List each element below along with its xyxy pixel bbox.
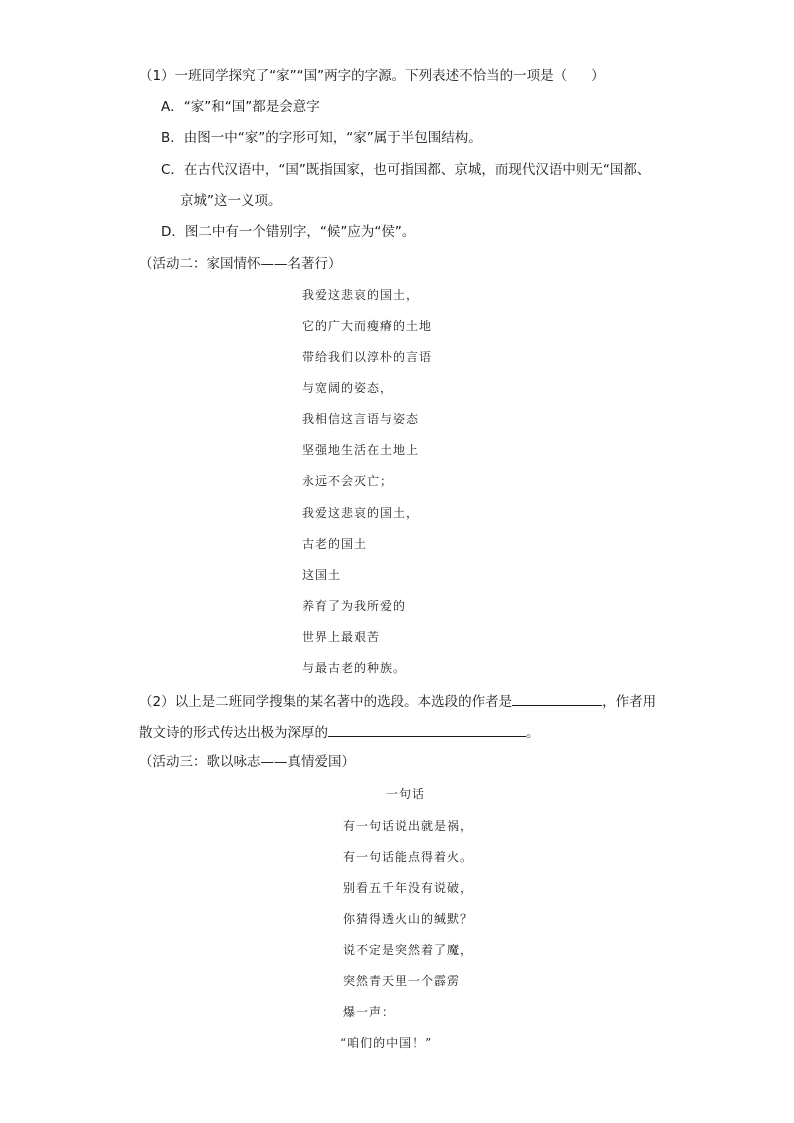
question-2-text-cont: ，作者用 [602, 694, 657, 710]
activity-2-heading: （活动二：家国情怀——名著行） [139, 256, 342, 272]
option-c-continued: 京城”这一义项。 [180, 193, 282, 209]
activity-3-heading: （活动三：歌以咏志——真情爱国） [139, 754, 355, 770]
poem-line: 它的广大而瘦瘠的土地 [302, 319, 433, 333]
option-d: D．图二中有一个错别字，“候”应为“侯”。 [161, 224, 416, 240]
poem-title: 一句话 [386, 787, 426, 801]
poem-line: 世界上最艰苦 [302, 630, 381, 644]
poem-line: 古老的国土 [302, 537, 368, 551]
poem-line: 与宽阔的姿态， [302, 381, 394, 395]
poem-line: 我爱这悲哀的国土， [302, 506, 420, 520]
poem-line: 有一句话能点得着火。 [343, 850, 474, 864]
emotion-answer-blank[interactable] [328, 722, 526, 737]
poem-line: 别看五千年没有说破， [343, 881, 474, 895]
poem-line: 你猜得透火山的缄默？ [343, 912, 474, 926]
question-1-stem-text: （1）一班同学探究了“家”“国”两字的字源。下列表述不恰当的一项是（ [139, 68, 568, 84]
question-1-stem-end: ） [591, 68, 605, 84]
option-a: A．“家”和“国”都是会意字 [161, 99, 320, 115]
question-1-stem [139, 67, 605, 85]
question-2-line-2-text: 散文诗的形式传达出极为深厚的 [139, 725, 328, 741]
poem-line: 这国土 [302, 568, 342, 582]
poem-line: 有一句话说出就是祸， [343, 819, 474, 833]
question-2-text: （2）以上是二班同学搜集的某名著中的选段。本选段的作者是 [139, 694, 513, 710]
question-2-line-1 [139, 691, 656, 711]
poem-line: 我相信这言语与姿态 [302, 412, 420, 426]
poem-line: 永远不会灭亡； [302, 474, 394, 488]
option-b: B．由图一中“家”的字形可知，“家”属于半包围结构。 [161, 130, 482, 146]
poem-line: 爆一声： [343, 1005, 396, 1019]
poem-line: 突然青天里一个霹雳 [343, 974, 461, 988]
poem-line: “咱们的中国！” [340, 1036, 433, 1050]
question-2-line-2 [139, 722, 540, 742]
poem-line: 养育了为我所爱的 [302, 599, 407, 613]
poem-line: 说不定是突然着了魔， [343, 943, 474, 957]
poem-line: 带给我们以淳朴的言语 [302, 350, 433, 364]
poem-line: 坚强地生活在土地上 [302, 443, 420, 457]
question-2-line-2-end: 。 [526, 725, 540, 741]
author-answer-blank[interactable] [512, 691, 602, 706]
option-c: C．在古代汉语中，“国”既指国家，也可指国都、京城，而现代汉语中则无“国都、 [161, 162, 651, 178]
poem-line: 我爱这悲哀的国土， [302, 288, 420, 302]
poem-line: 与最古老的种族。 [302, 661, 407, 675]
